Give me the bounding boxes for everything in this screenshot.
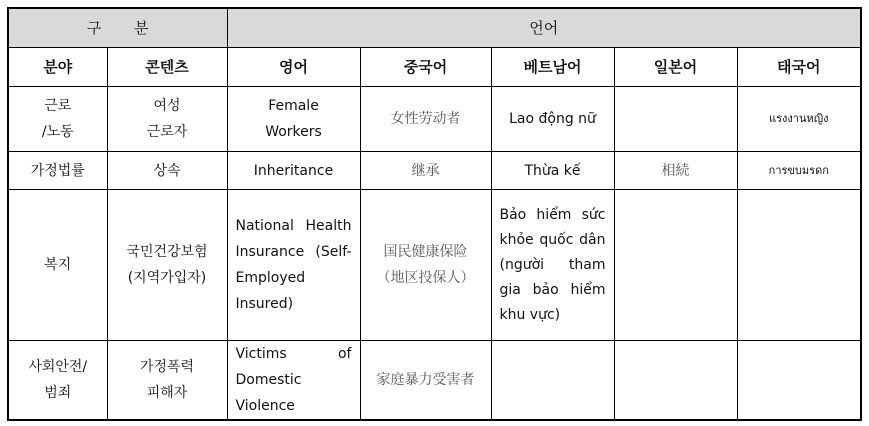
field-text: /노동 <box>41 124 74 140</box>
column-header-field: 분야 <box>8 48 107 87</box>
chinese-cell: 继承 <box>360 152 491 190</box>
field-text: 사회안전/ <box>28 359 88 375</box>
content-text: 가정폭력 <box>139 359 195 375</box>
japanese-cell: 相続 <box>614 152 737 190</box>
content-cell <box>107 152 227 190</box>
field-cell <box>8 152 107 190</box>
header-row-columns <box>8 48 861 87</box>
table-row <box>8 190 861 341</box>
thai-cell: แรงงานหญิง <box>737 87 861 152</box>
chinese-cell: 家庭暴力受害者 <box>360 341 491 421</box>
table-row <box>8 87 861 152</box>
vietnamese-cell: Thừa kế <box>491 152 614 190</box>
japanese-cell <box>614 190 737 341</box>
content-text: 여성 <box>153 98 181 114</box>
vietnamese-cell <box>491 341 614 421</box>
content-text: (지역가입자) <box>127 270 207 286</box>
content-text: 피해자 <box>146 385 188 401</box>
chinese-cell: 国民健康保险（地区投保人） <box>360 190 491 341</box>
table-row <box>8 152 861 190</box>
language-header: 언어 <box>227 8 861 48</box>
thai-cell <box>737 190 861 341</box>
english-cell: National Health Insurance (Self-Employed Insured) <box>227 190 360 341</box>
table-row <box>8 341 861 421</box>
content-text: 근로자 <box>146 124 188 140</box>
column-header-japanese: 일본어 <box>614 48 737 87</box>
category-header: 구 분 <box>8 8 227 48</box>
field-cell <box>8 341 107 421</box>
english-cell: Inheritance <box>227 152 360 190</box>
header-row-top <box>8 8 861 48</box>
field-text: 근로 <box>44 98 72 114</box>
japanese-cell <box>614 341 737 421</box>
content-cell <box>107 87 227 152</box>
column-header-chinese: 중국어 <box>360 48 491 87</box>
column-header-thai: 태국어 <box>737 48 861 87</box>
field-cell <box>8 190 107 341</box>
translation-table <box>7 7 862 421</box>
thai-cell <box>737 341 861 421</box>
field-text: 가정법률 <box>30 162 85 179</box>
vietnamese-cell: Lao động nữ <box>491 87 614 152</box>
column-header-content: 콘텐츠 <box>107 48 227 87</box>
vietnamese-cell: Bảo hiểm sức khỏe quốc dân (người tham gia bảo hiểm khu vực) <box>491 190 614 341</box>
content-cell <box>107 190 227 341</box>
field-text: 범죄 <box>44 385 72 401</box>
content-cell <box>107 341 227 421</box>
content-text: 상속 <box>153 162 181 179</box>
column-header-english: 영어 <box>227 48 360 87</box>
english-cell: Female Workers <box>227 87 360 152</box>
content-text: 국민건강보험 <box>126 244 208 260</box>
english-cell: Victims of Domestic Violence <box>227 341 360 421</box>
thai-cell: การขบมรดก <box>737 152 861 190</box>
field-text: 복지 <box>44 257 72 273</box>
chinese-cell: 女性劳动者 <box>360 87 491 152</box>
column-header-vietnamese: 베트남어 <box>491 48 614 87</box>
japanese-cell <box>614 87 737 152</box>
field-cell <box>8 87 107 152</box>
